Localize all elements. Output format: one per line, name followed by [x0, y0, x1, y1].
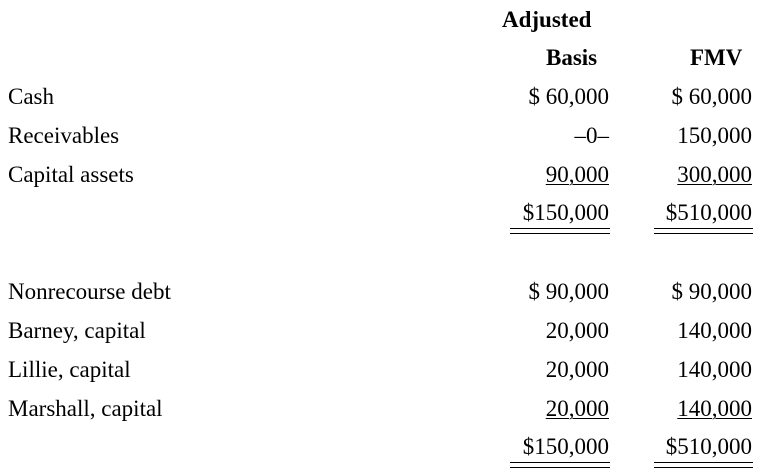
header-adjusted: Adjusted: [502, 7, 592, 32]
row-label-cash: Cash: [8, 84, 54, 109]
nonrecourse-debt-basis: $ 90,000: [528, 279, 609, 304]
row-label-nonrecourse-debt: Nonrecourse debt: [8, 279, 171, 304]
row-label-capital-assets: Capital assets: [8, 162, 134, 187]
marshall-capital-basis: 20,000: [545, 396, 609, 421]
barney-capital-basis: 20,000: [545, 318, 609, 343]
nonrecourse-debt-fmv: $ 90,000: [671, 279, 752, 304]
assets-total-basis: $150,000: [522, 200, 609, 225]
marshall-capital-fmv: 140,000: [677, 396, 752, 421]
liabilities-total-fmv: $510,000: [665, 434, 752, 459]
row-label-lillie-capital: Lillie, capital: [8, 357, 131, 382]
assets-total-fmv: $510,000: [665, 200, 752, 225]
receivables-fmv: 150,000: [677, 123, 752, 148]
receivables-basis: –0–: [574, 123, 609, 148]
cash-fmv: $ 60,000: [671, 84, 752, 109]
row-label-marshall-capital: Marshall, capital: [8, 396, 163, 421]
assets-total-fmv-double-rule: [654, 228, 753, 234]
capital-assets-basis: 90,000: [545, 162, 609, 187]
row-label-barney-capital: Barney, capital: [8, 318, 146, 343]
liabilities-total-fmv-double-rule: [654, 462, 753, 468]
assets-total-basis-double-rule: [510, 228, 610, 234]
barney-capital-fmv: 140,000: [677, 318, 752, 343]
capital-assets-fmv: 300,000: [677, 162, 752, 187]
header-fmv: FMV: [690, 45, 743, 70]
cash-basis: $ 60,000: [528, 84, 609, 109]
row-label-receivables: Receivables: [8, 123, 120, 148]
header-basis: Basis: [546, 45, 598, 70]
liabilities-total-basis-double-rule: [510, 462, 610, 468]
lillie-capital-basis: 20,000: [545, 357, 609, 382]
lillie-capital-fmv: 140,000: [677, 357, 752, 382]
liabilities-total-basis: $150,000: [522, 434, 609, 459]
